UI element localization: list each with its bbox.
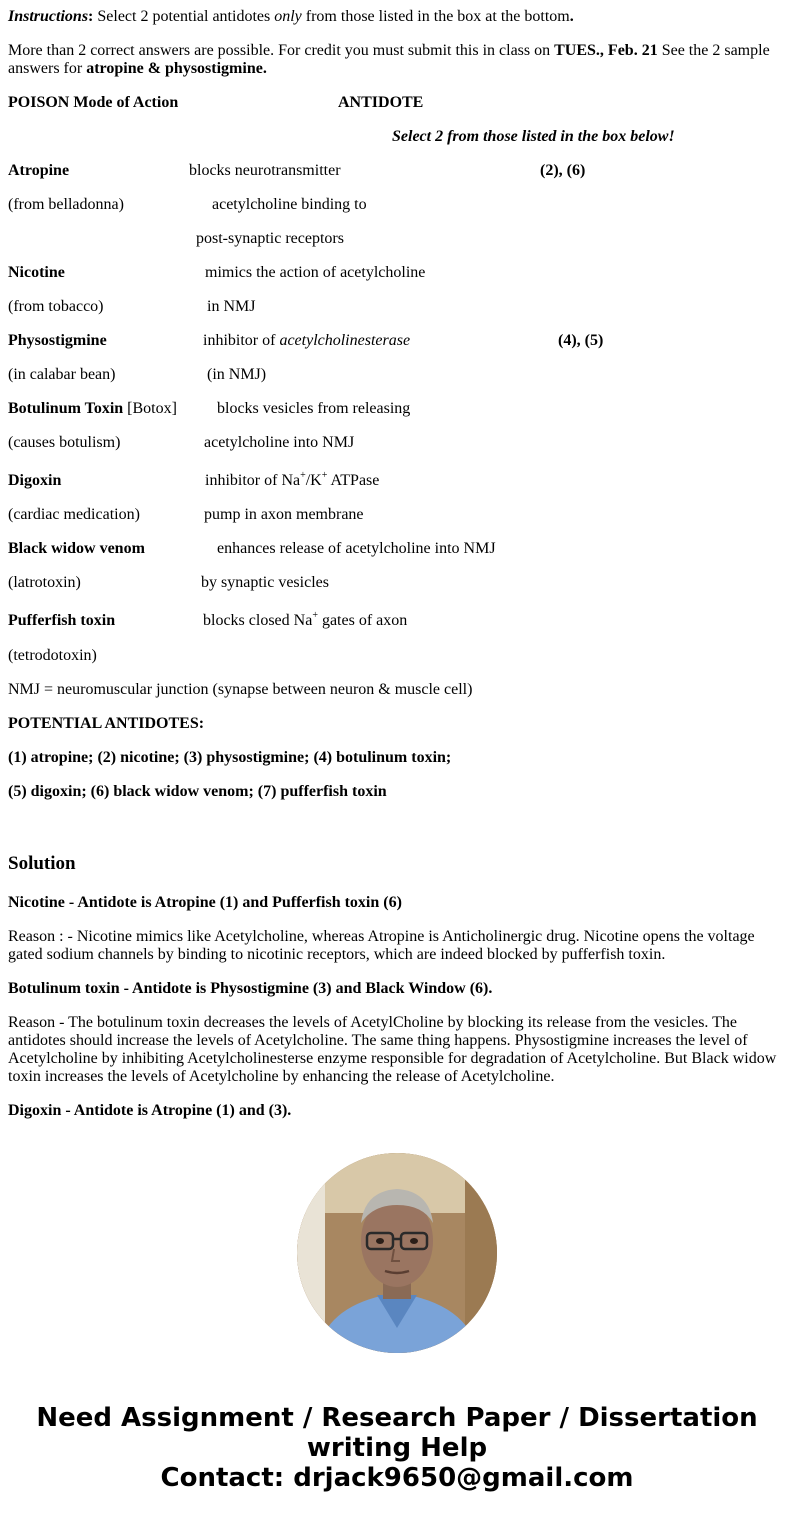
sample-answers: atropine & physostigmine. — [86, 60, 267, 77]
nicotine-solution-answer: Nicotine - Antidote is Atropine (1) and Pufferfish toxin (6) — [8, 894, 402, 911]
poison-pufferfish-name: Pufferfish toxin — [8, 612, 116, 629]
submission-notice: More than 2 correct answers are possible. For credit you must submit this in class on TUES., Feb. 21 See the 2 sample answers for atropine & physostigmine. — [8, 42, 770, 77]
footer-line-1: Need Assignment / Research Paper / Dissertation — [36, 1403, 758, 1433]
only-emphasis: only — [274, 8, 302, 25]
poison-black-widow-name: Black widow venom — [8, 540, 145, 557]
atropine-action-1: blocks neurotransmitter — [189, 162, 341, 179]
pufferfish-source: (tetrodotoxin) — [8, 647, 97, 664]
instructions-line: Instructions: Select 2 potential antidotes only from those listed in the box at the bottom. — [8, 8, 574, 25]
digoxin-source: (cardiac medication) — [8, 506, 140, 523]
digoxin-action-2: pump in axon membrane — [204, 506, 364, 523]
nmj-note: NMJ = neuromuscular junction (synapse between neuron & muscle cell) — [8, 681, 473, 698]
botulinum-action-1: blocks vesicles from releasing — [217, 400, 411, 417]
nicotine-source: (from tobacco) — [8, 298, 104, 315]
footer-line-2: writing Help — [306, 1433, 488, 1463]
botulinum-solution-reason: Reason - The botulinum toxin decreases the levels of AcetylCholine by blocking its release from the vesicles. The antidotes should increase the levels of Acetylcholine. The same thing happens. Physostigmine increases the level of Acetylcholine by inhibiting Acetylcholinesterse enzyme responsible for degradation of Acetylcholine. But Black widow toxin increases the levels of Acetylcholine by enhancing the release of Acetylcholine. — [8, 1014, 777, 1085]
footer-contact-email[interactable]: Contact: drjack9650@gmail.com — [160, 1463, 634, 1493]
black-widow-source: (latrotoxin) — [8, 574, 81, 591]
poison-digoxin-name: Digoxin — [8, 472, 62, 489]
author-avatar — [297, 1153, 497, 1353]
black-widow-action-1: enhances release of acetylcholine into NMJ — [217, 540, 496, 557]
poison-botulinum-name: Botulinum Toxin [Botox] — [8, 400, 177, 417]
nicotine-action-2: in NMJ — [207, 298, 256, 315]
nicotine-solution-reason: Reason : - Nicotine mimics like Acetylcholine, whereas Atropine is Anticholinergic drug. Nicotine opens the voltage gated sodium channels by binding to nicotinic receptors, which are indeed blocked by pufferfish toxin. — [8, 928, 755, 963]
atropine-antidote-answer: (2), (6) — [540, 162, 586, 179]
physostigmine-antidote-answer: (4), (5) — [558, 332, 604, 349]
botulinum-action-2: acetylcholine into NMJ — [204, 434, 355, 451]
botulinum-solution-answer: Botulinum toxin - Antidote is Physostigmine (3) and Black Window (6). — [8, 980, 493, 997]
select-note: Select 2 from those listed in the box below! — [392, 128, 675, 145]
digoxin-solution-answer: Digoxin - Antidote is Atropine (1) and (3). — [8, 1102, 292, 1119]
atropine-action-2: acetylcholine binding to — [212, 196, 367, 213]
contact-footer — [0, 1403, 794, 1493]
physostigmine-source: (in calabar bean) — [8, 366, 116, 383]
physostigmine-action-2: (in NMJ) — [207, 366, 267, 383]
pufferfish-action-1: blocks closed Na+ gates of axon — [203, 610, 408, 629]
potential-antidotes-line-1: (1) atropine; (2) nicotine; (3) physostigmine; (4) botulinum toxin; — [8, 749, 452, 766]
poison-physostigmine-name: Physostigmine — [8, 332, 107, 349]
due-date: TUES., Feb. 21 — [554, 42, 658, 59]
potential-antidotes-line-2: (5) digoxin; (6) black widow venom; (7) pufferfish toxin — [8, 783, 387, 800]
digoxin-action-1: inhibitor of Na+/K+ ATPase — [205, 470, 380, 489]
botulinum-source: (causes botulism) — [8, 434, 121, 451]
antidote-column-header: ANTIDOTE — [338, 94, 424, 111]
poison-column-header: POISON Mode of Action — [8, 94, 179, 111]
potential-antidotes-heading: POTENTIAL ANTIDOTES: — [8, 715, 205, 732]
nicotine-action-1: mimics the action of acetylcholine — [205, 264, 426, 281]
atropine-action-3: post-synaptic receptors — [196, 230, 344, 247]
physostigmine-action-1: inhibitor of acetylcholinesterase — [203, 332, 411, 349]
black-widow-action-2: by synaptic vesicles — [201, 574, 329, 591]
poison-nicotine-name: Nicotine — [8, 264, 65, 281]
poison-atropine-name: Atropine — [8, 162, 70, 179]
atropine-source: (from belladonna) — [8, 196, 124, 213]
solution-heading: Solution — [8, 853, 76, 874]
person-portrait-icon — [297, 1153, 497, 1353]
instructions-label: Instructions — [8, 8, 89, 25]
